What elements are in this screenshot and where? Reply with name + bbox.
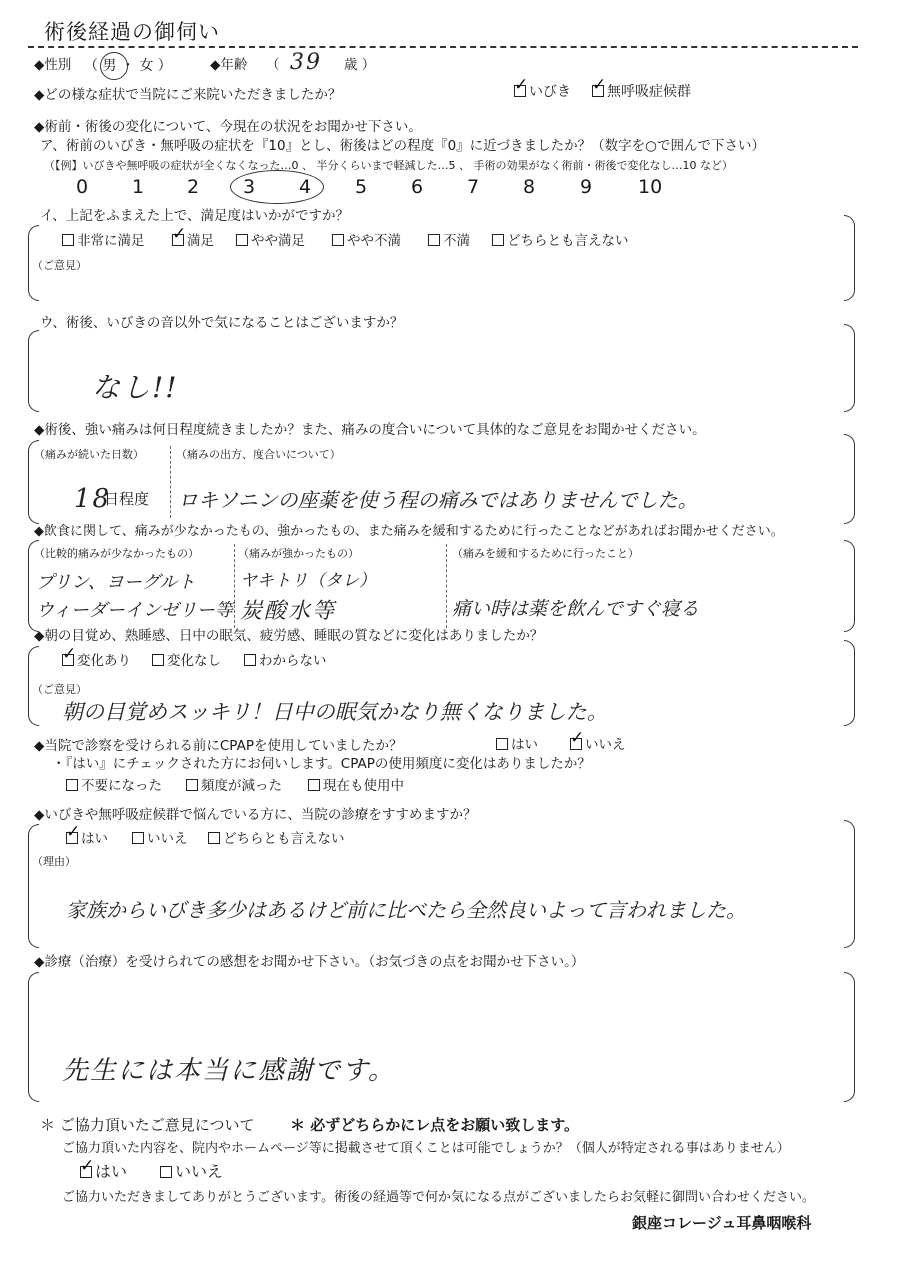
satisfaction-option[interactable]: ✓ 満足 (172, 234, 214, 249)
recommend-option[interactable]: どちらとも言えない (208, 832, 345, 847)
cpap-sub-option[interactable]: 頻度が減った (186, 779, 282, 794)
scale-2[interactable]: 2 (187, 176, 200, 198)
page-title: 術後経過の御伺い (44, 20, 220, 44)
scale-3[interactable]: 3 (243, 176, 256, 198)
consent-heading: ＊ ご協力頂いたご意見について (40, 1116, 255, 1134)
morning-option[interactable]: 変化なし (152, 654, 221, 669)
satisfaction-option[interactable]: どちらとも言えない (492, 234, 629, 249)
food-low-label: （比較的痛みが少なかったもの） (34, 547, 199, 560)
impression-value: 先生には本当に感謝です。 (62, 1056, 396, 1086)
pain-question: ◆術後、強い痛みは何日程度続きましたか？また、痛みの度合いについて具体的なご意見をお聞かせください。 (34, 422, 706, 438)
gender-male-circle (100, 52, 128, 80)
satisfaction-option[interactable]: 不満 (428, 234, 470, 249)
title-underline (28, 46, 858, 48)
morning-bracket-right (844, 640, 855, 726)
scale-1[interactable]: 1 (132, 176, 145, 198)
food-divider-1 (234, 544, 235, 628)
scale-0[interactable]: 0 (76, 176, 89, 198)
scale-9[interactable]: 9 (580, 176, 593, 198)
morning-question: ◆朝の目覚め、熟睡感、日中の眠気、疲労感、睡眠の質などに変化はありましたか？ (34, 628, 544, 644)
scale-4[interactable]: 4 (299, 176, 312, 198)
other-bracket-right (844, 324, 855, 412)
recommend-question: ◆いびきや無呼吸症候群で悩んでいる方に、当院の診療をすすめますか？ (34, 807, 477, 823)
other-answer: なし!! (92, 371, 179, 404)
symptom-option-snoring: ✓ いびき (514, 85, 571, 99)
change-example: （【例】いびきや無呼吸の症状が全くなくなった…0 、 半分くらいまで軽減した…5 、 手術の効果がなく術前・術後で変化なし…10 など） (44, 159, 733, 172)
other-question: ウ、術後、いびきの音以外で気になることはございますか？ (40, 315, 404, 331)
morning-option[interactable]: ✓変化あり (62, 654, 131, 669)
food-relief-label: （痛みを緩和するために行ったこと） (452, 547, 639, 560)
cpap-option-yes[interactable]: はい (496, 738, 538, 753)
scale-selection-circle (230, 170, 324, 204)
recommend-option[interactable]: ✓はい (66, 832, 108, 847)
food-bracket-right (844, 540, 855, 632)
checkbox-apnea[interactable] (592, 85, 604, 97)
food-high-line2: 炭酸水等 (240, 599, 337, 624)
symptom-option-apnea: ✓ 無呼吸症候群 (592, 85, 691, 99)
symptom-question: ◆どの様な症状で当院にご来院いただきましたか？ (34, 87, 342, 103)
pain-divider (170, 446, 171, 518)
reason-value: 家族からいびき多少はあるけど前に比べたら全然良いよって言われました。 (66, 898, 746, 922)
reason-label: （理由） (32, 855, 76, 868)
scale-8[interactable]: 8 (523, 176, 536, 198)
food-high-label: （痛みが強かったもの） (238, 547, 359, 560)
gender-options: （ 男 ・ 女 ） (84, 58, 172, 74)
recommend-bracket-right (844, 820, 855, 948)
opinion-label: （ご意見） (32, 259, 87, 272)
pain-days-unit: 日程度 (104, 490, 150, 508)
satisfaction-question: イ、上記をふまえた上で、満足度はいかがですか？ (40, 208, 350, 224)
scale-6[interactable]: 6 (411, 176, 424, 198)
recommend-option[interactable]: いいえ (132, 832, 188, 847)
recommend-bracket-left (28, 824, 39, 948)
pain-days-value: 18 (74, 484, 112, 514)
scale-7[interactable]: 7 (467, 176, 480, 198)
consent-option-no[interactable]: いいえ (160, 1164, 223, 1180)
food-high-line1: ヤキトリ（タレ） (240, 571, 376, 591)
cpap-question: ◆当院で診察を受けられる前にCPAPを使用していましたか？ (34, 738, 403, 754)
pain-bracket-right (844, 434, 855, 524)
consent-option-yes[interactable]: ✓はい (80, 1164, 127, 1180)
food-divider-2 (446, 544, 447, 628)
consent-heading-required: ＊ 必ずどちらかにレ点をお願い致します。 (290, 1116, 580, 1134)
cpap-sub-option[interactable]: 不要になった (66, 779, 162, 794)
cpap-sub-question: ・『はい』にチェックされた方にお伺いします。CPAPの使用頻度に変化はありましたか？ (52, 756, 591, 772)
cpap-option-no[interactable]: ✓ いいえ (570, 738, 626, 753)
checkbox-snoring[interactable] (514, 85, 526, 97)
other-bracket-left (28, 330, 39, 412)
pain-degree-value: ロキソニンの座薬を使う程の痛みではありませんでした。 (178, 488, 698, 512)
change-question: ◆術前・術後の変化について、今現在の状況をお聞かせ下さい。 (34, 119, 422, 135)
satisfaction-bracket-right (844, 215, 855, 301)
food-relief-value: 痛い時は薬を飲んですぐ寝る (452, 598, 700, 620)
age-unit: 歳 ） (344, 57, 376, 73)
age-value: 39 (290, 50, 322, 75)
impression-bracket-left (28, 972, 39, 1102)
age-label: ◆年齢 (210, 57, 248, 73)
change-question-a: ア、術前のいびき・無呼吸の症状を『10』とし、術後はどの程度『0』に近づきましたか？（数字を○で囲んで下さい） (40, 138, 765, 154)
food-question: ◆飲食に関して、痛みが少なかったもの、強かったもの、また痛みを緩和するために行ったことなどがあればお聞かせください。 (34, 524, 784, 539)
impression-question: ◆診療（治療）を受けられての感想をお聞かせ下さい。（お気づきの点をお聞かせ下さい。） (34, 954, 585, 970)
scale-10[interactable]: 10 (638, 176, 663, 198)
morning-opinion-value: 朝の目覚めスッキリ！日中の眠気かなり無くなりました。 (62, 700, 608, 724)
morning-option[interactable]: わからない (244, 654, 327, 669)
satisfaction-option[interactable]: やや不満 (332, 234, 401, 249)
morning-opinion-label: （ご意見） (32, 683, 87, 696)
pain-degree-label: （痛みの出方、度合いについて） (176, 448, 341, 461)
cpap-sub-option[interactable]: 現在も使用中 (308, 779, 404, 794)
satisfaction-option[interactable]: やや満足 (236, 234, 305, 249)
pain-days-label: （痛みが続いた日数） (34, 448, 144, 461)
impression-bracket-right (844, 972, 855, 1102)
age-open: （ (266, 57, 280, 73)
consent-question: ご協力頂いた内容を、院内やホームページ等に掲載させて頂くことは可能でしょうか？（個人が特定される事はありません） (62, 1141, 790, 1156)
satisfaction-option[interactable]: 非常に満足 (62, 234, 145, 249)
thanks-text: ご協力いただきましてありがとうございます。術後の経過等で何か気になる点がございましたらお気軽に御問い合わせください。 (62, 1190, 815, 1205)
food-low-line1: プリン、ヨーグルト (36, 572, 196, 593)
clinic-name: 銀座コレージュ耳鼻咽喉科 (632, 1214, 812, 1232)
gender-label: ◆性別 (34, 57, 72, 73)
food-low-line2: ウィーダーインゼリー等 (36, 600, 233, 621)
scale-5[interactable]: 5 (355, 176, 368, 198)
